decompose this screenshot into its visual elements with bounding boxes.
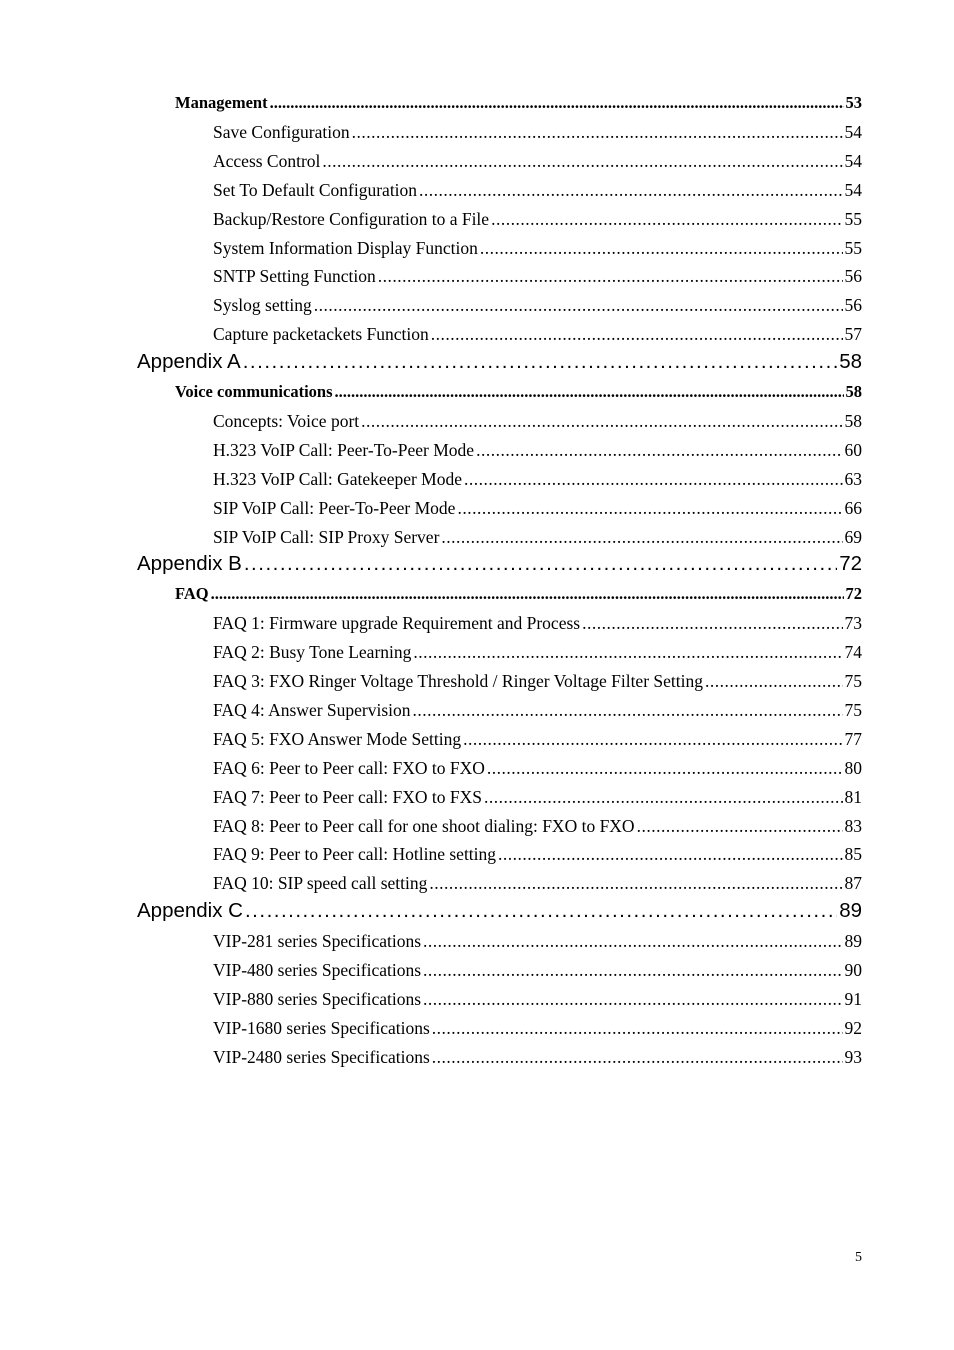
toc-entry-page: 57 [844, 324, 862, 345]
toc-entry[interactable] [137, 552, 862, 576]
toc-entry-title: Set To Default Configuration [213, 179, 418, 200]
dot-leader [423, 931, 842, 952]
toc-entry-title: FAQ 5: FXO Answer Mode Setting [213, 728, 462, 749]
toc-entry-title: SNTP Setting Function [213, 266, 376, 287]
toc-entry[interactable] [213, 209, 862, 230]
dot-leader [352, 122, 843, 143]
dot-leader [476, 440, 842, 461]
dot-leader [413, 700, 843, 721]
dot-leader [245, 899, 837, 923]
toc-entry-title: Appendix C [137, 899, 243, 923]
toc-entry-title: VIP-281 series Specifications [213, 931, 422, 952]
toc-entry[interactable] [213, 122, 862, 143]
dot-leader [243, 350, 837, 374]
dot-leader [637, 816, 843, 837]
toc-entry-page: 55 [844, 237, 862, 258]
toc-entry-title: Access Control [213, 150, 321, 171]
dot-leader [432, 1047, 843, 1068]
toc-entry[interactable] [213, 498, 862, 519]
dot-leader [705, 671, 843, 692]
toc-entry-page: 60 [844, 439, 862, 460]
dot-leader [314, 295, 843, 316]
toc-entry[interactable] [175, 382, 862, 402]
dot-leader [484, 787, 843, 808]
toc-entry[interactable] [213, 238, 862, 259]
toc-entry-title: FAQ 1: Firmware upgrade Requirement and Process [213, 613, 581, 634]
dot-leader [244, 552, 837, 576]
toc-entry[interactable] [137, 350, 862, 374]
toc-entry-page: 91 [844, 988, 862, 1009]
page-number: 5 [855, 1250, 862, 1265]
toc-entry[interactable] [213, 180, 862, 201]
toc-entry-title: Save Configuration [213, 121, 350, 142]
toc-entry-page: 72 [845, 584, 862, 604]
toc-entry-page: 74 [844, 642, 862, 663]
toc-entry-title: FAQ 10: SIP speed call setting [213, 873, 428, 894]
toc-entry[interactable] [213, 527, 862, 548]
dot-leader [487, 758, 843, 779]
toc-entry[interactable] [213, 700, 862, 721]
toc-entry[interactable] [213, 1047, 862, 1068]
dot-leader [335, 382, 844, 402]
toc-entry-page: 63 [844, 468, 862, 489]
toc-entry-title: System Information Display Function [213, 237, 478, 258]
dot-leader [423, 989, 842, 1010]
toc-entry-title: H.323 VoIP Call: Gatekeeper Mode [213, 468, 463, 489]
toc-entry-title: Appendix A [137, 350, 241, 374]
toc-entry-title: Syslog setting [213, 295, 312, 316]
toc-entry-title: VIP-1680 series Specifications [213, 1017, 430, 1038]
toc-entry-title: SIP VoIP Call: Peer-To-Peer Mode [213, 497, 456, 518]
toc-entry-title: Capture packetackets Function [213, 324, 429, 345]
toc-entry-title: Appendix B [137, 552, 242, 576]
toc-entry[interactable] [213, 816, 862, 837]
toc-entry-page: 75 [844, 699, 862, 720]
toc-entry-title: H.323 VoIP Call: Peer-To-Peer Mode [213, 439, 475, 460]
toc-entry[interactable] [213, 931, 862, 952]
toc-entry[interactable] [213, 989, 862, 1010]
toc-entry[interactable] [213, 960, 862, 981]
toc-entry-page: 66 [844, 497, 862, 518]
toc-entry-title: Concepts: Voice port [213, 410, 360, 431]
dot-leader [480, 238, 843, 259]
toc-entry[interactable] [213, 844, 862, 865]
toc-entry-page: 80 [844, 757, 862, 778]
toc-entry[interactable] [213, 873, 862, 894]
dot-leader [464, 469, 842, 490]
toc-entry-page: 56 [844, 295, 862, 316]
toc-entry-title: FAQ 9: Peer to Peer call: Hotline setting [213, 844, 497, 865]
dot-leader [322, 151, 842, 172]
toc-entry-page: 93 [844, 1046, 862, 1067]
toc-entry-page: 54 [844, 150, 862, 171]
toc-entry-title: FAQ 7: Peer to Peer call: FXO to FXS [213, 786, 482, 807]
toc-entry[interactable] [213, 469, 862, 490]
toc-entry-title: VIP-2480 series Specifications [213, 1046, 430, 1067]
toc-entry-title: Voice communications [175, 382, 333, 401]
toc-entry-page: 58 [845, 382, 862, 401]
toc-entry-page: 75 [844, 671, 862, 691]
toc-entry-page: 73 [844, 613, 862, 634]
toc-entry-page: 77 [844, 728, 862, 749]
toc-entry[interactable] [175, 584, 862, 604]
toc-entry[interactable] [213, 411, 862, 432]
toc-entry-page: 54 [844, 179, 862, 200]
toc-entry[interactable] [213, 613, 862, 634]
toc-entry[interactable] [175, 93, 862, 113]
toc-entry-page: 58 [839, 350, 862, 374]
toc-entry[interactable] [137, 899, 862, 923]
dot-leader [463, 729, 842, 750]
toc-entry[interactable] [213, 758, 862, 779]
toc-entry-page: 87 [844, 873, 862, 894]
toc-entry-title: FAQ [175, 584, 209, 604]
toc-entry-title: VIP-880 series Specifications [213, 988, 422, 1009]
toc-entry-page: 90 [844, 960, 862, 980]
dot-leader [413, 642, 842, 663]
toc-entry-page: 69 [844, 526, 862, 547]
toc-entry-title: FAQ 6: Peer to Peer call: FXO to FXO [213, 757, 485, 778]
dot-leader [498, 844, 842, 865]
dot-leader [432, 1018, 843, 1039]
toc-entry-title: FAQ 8: Peer to Peer call for one shoot dialing: FXO to FXO [213, 815, 635, 836]
toc-entry-page: 72 [839, 552, 862, 576]
dot-leader [211, 584, 844, 604]
toc-entry-page: 89 [844, 931, 862, 952]
dot-leader [429, 873, 842, 894]
toc-entry-title: FAQ 3: FXO Ringer Voltage Threshold / Ringer Voltage Filter Setting [213, 671, 703, 691]
toc-entry[interactable] [213, 1018, 862, 1039]
toc-entry-page: 89 [839, 899, 862, 923]
toc-entry[interactable] [213, 266, 862, 287]
toc-entry-title: VIP-480 series Specifications [213, 960, 422, 980]
toc-entry-page: 81 [844, 786, 862, 807]
toc-entry[interactable] [213, 642, 862, 663]
toc-entry-title: FAQ 2: Busy Tone Learning [213, 642, 412, 663]
toc-entry-page: 92 [844, 1017, 862, 1038]
dot-leader [378, 266, 843, 287]
toc-entry[interactable] [213, 151, 862, 172]
toc-entry-page: 58 [844, 410, 862, 431]
toc-entry-page: 53 [845, 93, 862, 112]
dot-leader [423, 960, 842, 981]
toc-entry-page: 54 [844, 121, 862, 142]
toc-entry-title: FAQ 4: Answer Supervision [213, 699, 411, 720]
dot-leader [582, 613, 842, 634]
toc-entry[interactable] [213, 440, 862, 461]
toc-entry-title: Management [175, 93, 268, 112]
toc-entry-page: 56 [844, 266, 862, 287]
dot-leader [441, 527, 842, 548]
dot-leader [270, 93, 844, 113]
toc-entry-page: 85 [844, 844, 862, 865]
dot-leader [419, 180, 842, 201]
toc-entry-title: SIP VoIP Call: SIP Proxy Server [213, 526, 440, 547]
dot-leader [491, 209, 842, 230]
toc-entry-page: 83 [844, 815, 862, 836]
toc-entry[interactable] [213, 295, 862, 316]
toc-entry[interactable] [213, 324, 862, 345]
dot-leader [457, 498, 842, 519]
toc-entry[interactable] [213, 729, 862, 750]
toc-entry-page: 55 [844, 208, 862, 229]
toc-entry[interactable] [213, 671, 862, 692]
toc-entry[interactable] [213, 787, 862, 808]
dot-leader [431, 324, 843, 345]
toc-entry-title: Backup/Restore Configuration to a File [213, 208, 490, 229]
dot-leader [361, 411, 842, 432]
